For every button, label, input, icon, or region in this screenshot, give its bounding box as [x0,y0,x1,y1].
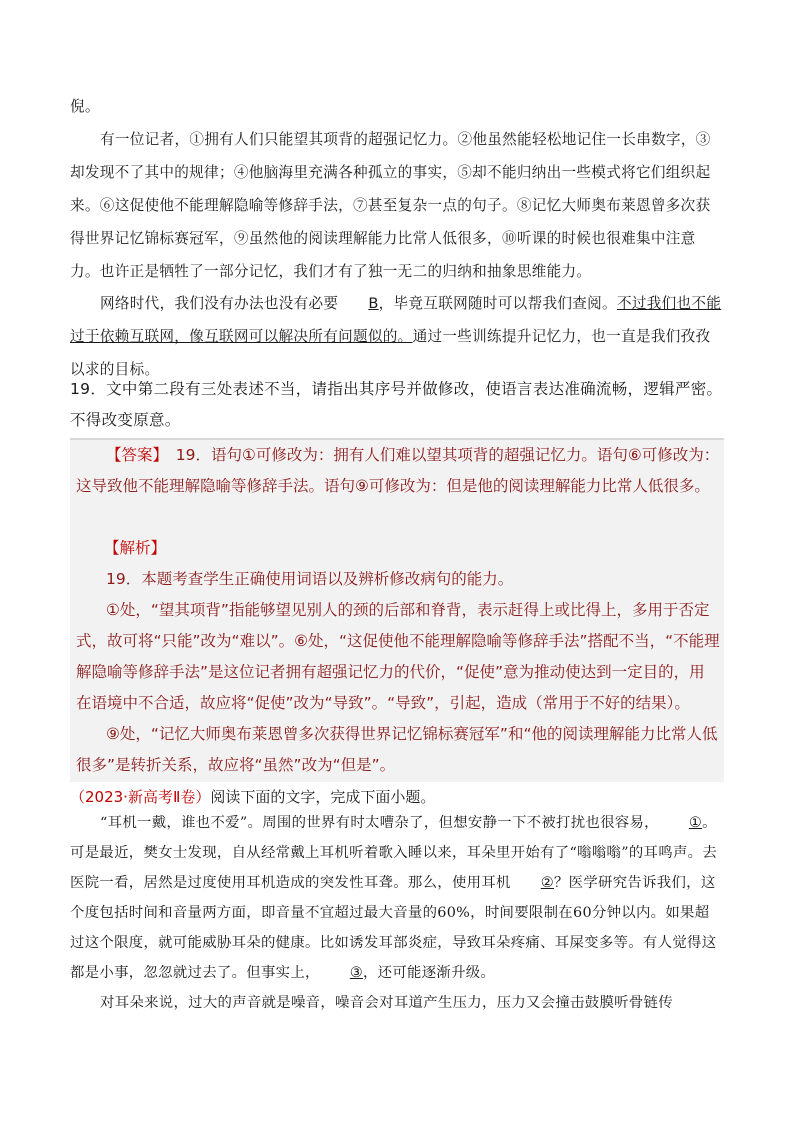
underlined-sentence: 不过我们也不能过于依赖互联网，像互联网可以解决所有问题似的。 [70,295,722,345]
sentence-4: ④他脑海里充满各种孤立的事实， [233,164,458,181]
answer-tag: 【答案】 [106,446,161,464]
sentence-6: ⑥这促使他不能理解隐喻等修辞手法， [99,197,353,214]
sentence-2: ②他虽然能轻松地记住一长串数字， [457,131,696,148]
sentence-8: ⑧记忆大师奥布莱恩曾多次获得世界记忆锦标赛冠军， [70,197,711,247]
analysis-tag: 【解析】 [104,539,167,557]
blank-3: ③ [349,965,363,981]
sentence-5: ⑤却不能归纳出一些模式将它们组织起来。 [70,164,711,214]
para1-tail: 也许正是牺牲了一部分记忆，我们才有了独一无二的归纳和抽象思维能力。 [99,263,592,280]
para2-post: 通过一些训练提升记忆力，也一直是我们孜孜以求的目标。 [70,328,711,378]
analysis-paragraph2: ⑨处，“记忆大师奥布莱恩曾多次获得世界记忆锦标赛冠军”和“他的阅读理解能力比常人低很多”是转折关系，故应将“虽然”改为“但是”。 [76,725,718,774]
para2-mid: ，毕竟互联网随时可以帮我们查阅。 [378,295,617,312]
source-year: （2023·新高考Ⅱ卷） [70,788,211,806]
passage1-paragraph1 [70,123,724,288]
passage1-line0: 倪。 [70,98,100,115]
analysis-line1: 19．本题考查学生正确使用词语以及辨析修改病句的能力。 [106,570,514,588]
analysis-paragraph1: ①处，“望其项背”指能够望见别人的颈的后部和脊背，表示赶得上或比得上，多用于否定式，故可将“只能”改为“难以”。⑥处，“这促使他不能理解隐喻等修辞手法”搭配不当，“不能理解隐喻等修辞手法”是这位记者拥有超强记忆力的代价，“促使”意为推动使达到一定目的，用在语境中不合适，故应将“促使”改为“导致”。“导致”，引起，造成（常用于不好的结果）。 [76,601,720,712]
blank-1: ① [688,815,703,831]
blank-2: ② [540,875,554,891]
para1-lead: 有一位记者， [100,131,190,148]
answer-block [76,440,720,502]
sentence-3: ③却发现不了其中的规律； [70,131,711,181]
sentence-1: ①拥有人们只能望其项背的超强记忆力。 [189,131,458,148]
para2-pre: 网络时代，我们没有办法也没有必要 [100,295,339,312]
source-line [70,784,730,810]
sentence-9: ⑨虽然他的阅读理解能力比常人低很多， [233,230,502,247]
answer-blank-b: B [368,295,379,312]
question-19: 19．文中第二段有三处表述不当，请指出其序号并做修改，使语言表达准确流畅，逻辑严密。不得改变原意。 [70,380,723,429]
source-text: 阅读下面的文字，完成下面小题。 [210,788,436,806]
sentence-10: ⑩听课的时候也很难集中注意力。 [70,230,696,280]
answer-text: 19．语句①可修改为：拥有人们难以望其项背的超强记忆力。语句⑥可修改为：这导致他不能理解隐喻等修辞手法。语句⑨可修改为：但是他的阅读理解能力比常人低很多。 [76,446,720,495]
passage2-paragraph2: 对耳朵来说，过大的声音就是噪音，噪音会对耳道产生压力，压力又会撞击鼓膜听骨链传 [100,995,673,1011]
passage1-paragraph2 [70,287,724,386]
sentence-7: ⑦甚至复杂一点的句子。 [353,197,517,214]
passage2-paragraph1: “耳机一戴，谁也不爱”。周围的世界有时太嘈杂了，但想安静一下不被打扰也很容易， ①。可是最近，樊女士发现，自从经常戴上耳机听着歌入睡以来，耳朵里开始有了“嗡嗡嗡”的耳鸣声。去医院一看，居然是过度使用耳机造成的突发性耳聋。那么，使用耳机 ②？医学研究告诉我们，这个度包括时间和音量两方面，即音量不宜超过最大音量的60%，时间要限制在60分钟以内。如果超过这个限度，就可能威胁耳朵的健康。比如诱发耳部炎症，导致耳朵疼痛、耳屎变多等。有人觉得这都是小事，忽忽就过去了。但事实上， ③，还可能逐渐升级。 [70,808,724,988]
